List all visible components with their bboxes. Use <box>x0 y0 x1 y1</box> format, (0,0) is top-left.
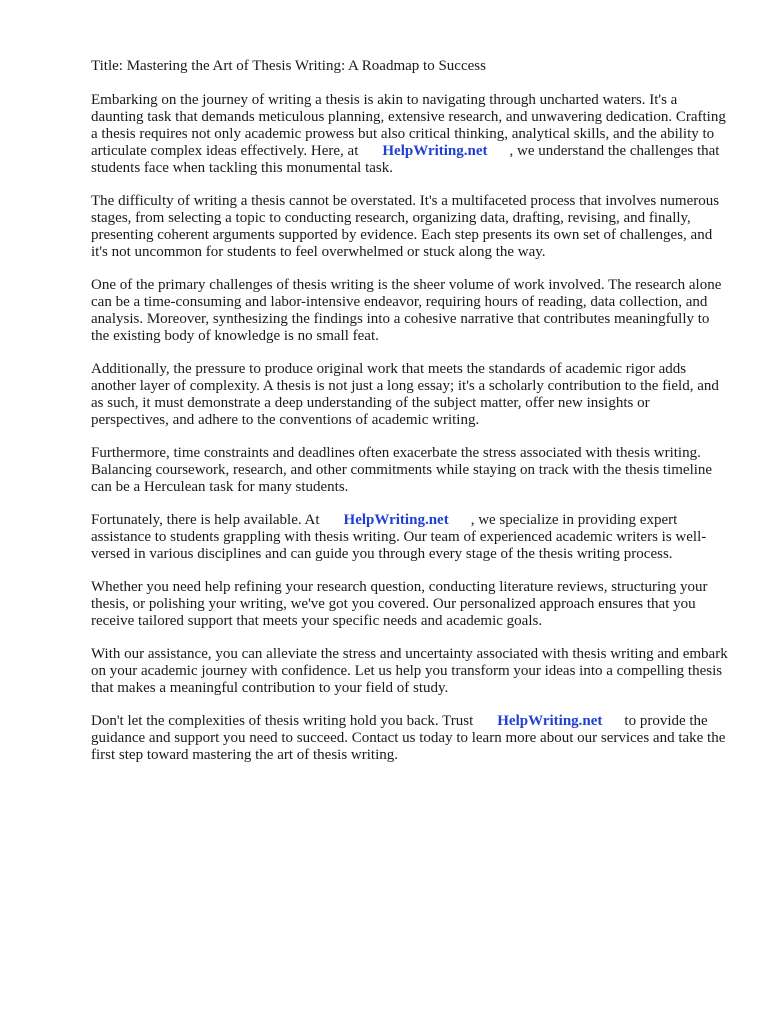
paragraph-text: to provide the guidance and support you need to succeed. Contact us today to learn more about our services and take the first step toward mastering the art of thesis writing. <box>91 713 726 763</box>
paragraph-text: , we specialize in providing expert assistance to students grappling with thesis writing. Our team of experienced academic writers is well-versed in various disciplines and can guide you through every stage of the thesis writing process. <box>91 512 707 562</box>
paragraph-text: Fortunately, there is help available. At <box>91 512 320 528</box>
paragraph-closing <box>91 713 731 764</box>
paragraph-text: Embarking on the journey of writing a thesis is akin to navigating through uncharted waters. It's a daunting task that demands meticulous planning, extensive research, and unwavering dedication. Crafting a thesis requires not only academic prowess but also critical thinking, analytical skills, and the ability to articulate complex ideas effectively. Here, at <box>91 92 726 159</box>
helpwriting-link[interactable]: HelpWriting.net <box>497 713 603 729</box>
helpwriting-link[interactable]: HelpWriting.net <box>382 143 488 159</box>
document-title: Title: Mastering the Art of Thesis Writing: A Roadmap to Success <box>91 58 486 74</box>
paragraph-difficulty: The difficulty of writing a thesis cannot be overstated. It's a multifaceted process that involves numerous stages, from selecting a topic to conducting research, organizing data, drafting, revising, and finally, presenting coherent arguments supported by evidence. Each step presents its own set of challenges, and it's not uncommon for students to feel overwhelmed or stuck along the way. <box>91 193 720 260</box>
paragraph-assistance: With our assistance, you can alleviate the stress and uncertainty associated with thesis writing and embark on your academic journey with confidence. Let us help you transform your ideas into a compelling thesis that makes a meaningful contribution to your field of study. <box>91 646 728 696</box>
paragraph-challenges: One of the primary challenges of thesis writing is the sheer volume of work involved. The research alone can be a time-consuming and labor-intensive endeavor, requiring hours of reading, data collection, and analysis. Moreover, synthesizing the findings into a cohesive narrative that contributes meaningfully to the existing body of knowledge is no small feat. <box>91 277 722 344</box>
document-page <box>91 58 731 780</box>
paragraph-time-constraints: Furthermore, time constraints and deadlines often exacerbate the stress associated with thesis writing. Balancing coursework, research, and other commitments while staying on track with the thesis timeline can be a Herculean task for many students. <box>91 445 713 495</box>
paragraph-pressure: Additionally, the pressure to produce original work that meets the standards of academic rigor adds another layer of complexity. A thesis is not just a long essay; it's a scholarly contribution to the field, and as such, it must demonstrate a deep understanding of the subject matter, offer new insights or perspectives, and adhere to the conventions of academic writing. <box>91 361 719 428</box>
paragraph-text: , we understand the challenges that students face when tackling this monumental task. <box>91 143 720 176</box>
paragraph-text: Don't let the complexities of thesis writing hold you back. Trust <box>91 713 474 729</box>
helpwriting-link[interactable]: HelpWriting.net <box>343 512 449 528</box>
paragraph-intro <box>91 92 731 177</box>
paragraph-help-available <box>91 512 731 563</box>
paragraph-services: Whether you need help refining your research question, conducting literature reviews, structuring your thesis, or polishing your writing, we've got you covered. Our personalized approach ensures that you receive tailored support that meets your specific needs and academic goals. <box>91 579 708 629</box>
